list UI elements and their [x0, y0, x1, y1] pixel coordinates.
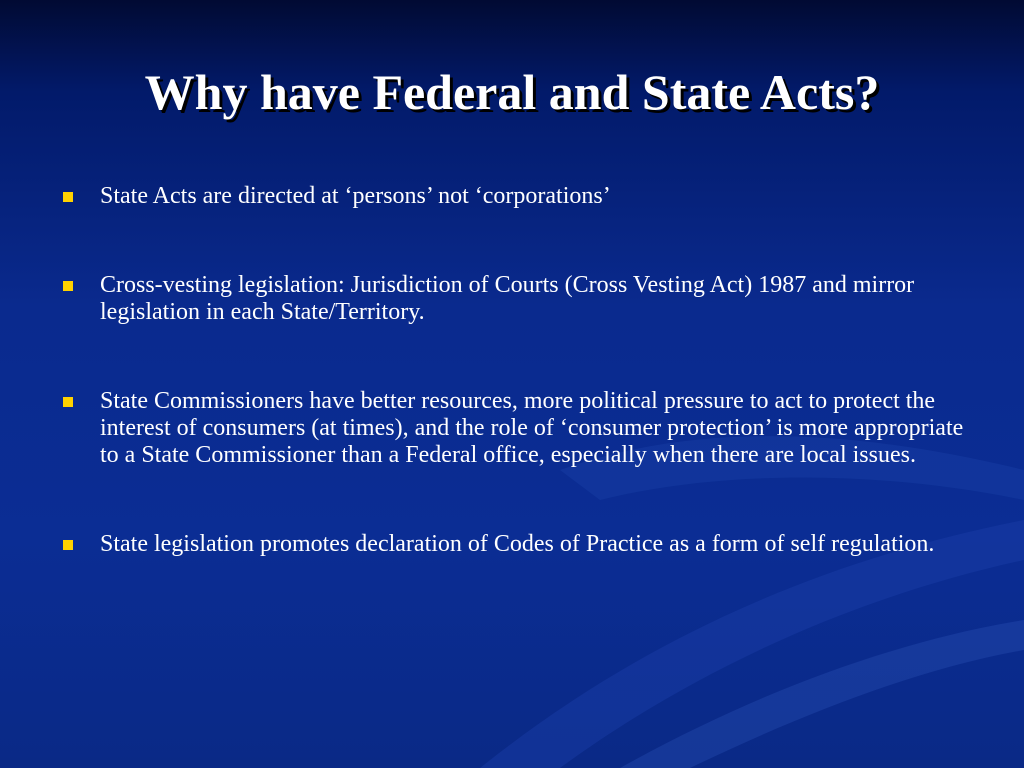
- list-item: [60, 183, 970, 210]
- list-item: [60, 272, 970, 326]
- bullet-text: State Commissioners have better resources, more political pressure to act to protect the interest of consumers (at times), and the role of ‘consumer protection’ is more appropriate to a State Commissioner than a Federal office, especially when there are local issues.: [100, 388, 964, 468]
- bullet-text: State legislation promotes declaration of Codes of Practice as a form of self regulation.: [100, 531, 935, 557]
- square-bullet-icon: [63, 281, 73, 291]
- bullet-text: State Acts are directed at ‘persons’ not ‘corporations’: [100, 183, 611, 209]
- slide-title: Why have Federal and State Acts?: [144, 64, 880, 120]
- square-bullet-icon: [63, 192, 73, 202]
- bullet-list: [60, 183, 970, 558]
- bullet-text: Cross-vesting legislation: Jurisdiction of Courts (Cross Vesting Act) 1987 and mirror legislation in each State/Territory.: [100, 272, 915, 325]
- list-item: [60, 531, 970, 558]
- square-bullet-icon: [63, 397, 73, 407]
- list-item: [60, 388, 970, 469]
- square-bullet-icon: [63, 540, 73, 550]
